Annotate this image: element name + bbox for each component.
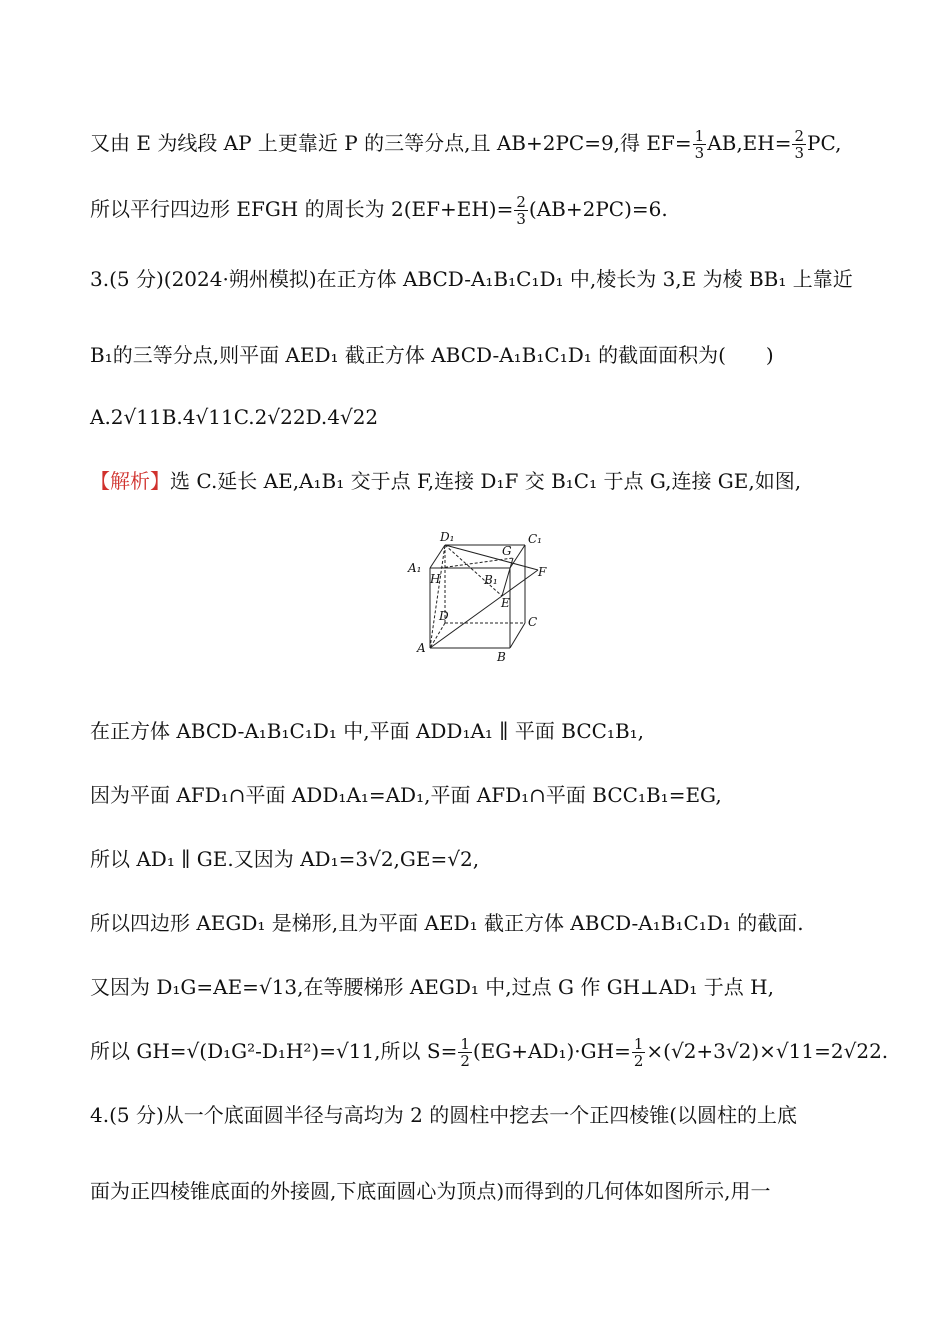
fraction [514,194,528,227]
solution-text: 选 C.延长 AE,A₁B₁ 交于点 F,连接 D₁F 交 B₁C₁ 于点 G,连接 GE,如图, [170,469,802,493]
solution-line-2: 因为平面 AFD₁∩平面 ADD₁A₁=AD₁,平面 AFD₁∩平面 BCC₁B₁=EG, [90,783,722,807]
label-F: F [538,565,547,579]
label-C1: C₁ [528,532,542,546]
label-A: A [417,641,426,655]
problem-3-line-2: B₁的三等分点,则平面 AED₁ 截正方体 ABCD-A₁B₁C₁D₁ 的截面面积为( ) [90,343,774,367]
label-B1: B₁ [484,573,498,587]
label-G: G [502,544,512,558]
label-A1: A₁ [408,561,422,575]
fraction [632,1036,646,1069]
fraction [458,1036,472,1069]
text-seg: 又由 E 为线段 AP 上更靠近 P 的三等分点,且 AB+2PC=9,得 EF= [90,131,692,155]
label-E: E [501,596,510,610]
text-seg: PC, [807,131,842,155]
text-seg: 所以 GH=√(D₁G²-D₁H²)=√11,所以 S= [90,1039,458,1063]
frac-num: 1 [460,1035,470,1053]
problem-3-line-1: 3.(5 分)(2024·朔州模拟)在正方体 ABCD-A₁B₁C₁D₁ 中,棱长为 3,E 为棱 BB₁ 上靠近 [90,267,853,291]
cube-figure [400,528,560,668]
solution-intro [90,466,870,496]
text-seg: (EG+AD₁)·GH= [472,1039,631,1063]
text-seg: 所以平行四边形 EFGH 的周长为 2(EF+EH)= [90,197,514,221]
label-H: H [430,572,441,586]
frac-num: 2 [794,127,805,145]
text-line-2 [90,194,870,227]
text-seg: (AB+2PC)=6. [528,197,668,221]
label-B: B [497,650,506,664]
text-seg: ×(√2+3√2)×√11=2√22. [646,1039,889,1063]
problem-4-line-1: 4.(5 分)从一个底面圆半径与高均为 2 的圆柱中挖去一个正四棱锥(以圆柱的上底 [90,1103,798,1127]
frac-den: 2 [460,1052,470,1070]
label-D1: D₁ [440,530,455,544]
problem-4-line-2: 面为正四棱锥底面的外接圆,下底面圆心为顶点)而得到的几何体如图所示,用一 [90,1179,771,1203]
problem-3-options: A.2√11B.4√11C.2√22D.4√22 [90,405,379,429]
frac-den: 3 [516,210,526,228]
cube-diagram [400,528,560,668]
frac-den: 3 [694,144,705,162]
fraction [792,128,806,161]
solution-tag: 【解析】 [90,469,170,493]
frac-num: 1 [633,1035,644,1053]
frac-num: 2 [516,193,526,211]
frac-den: 2 [633,1052,644,1070]
solution-line-1: 在正方体 ABCD-A₁B₁C₁D₁ 中,平面 ADD₁A₁ ∥ 平面 BCC₁B₁, [90,719,645,743]
frac-num: 1 [694,127,705,145]
text-seg: AB,EH= [707,131,792,155]
text-line-1 [90,128,870,161]
label-C: C [528,615,538,629]
frac-den: 3 [794,144,805,162]
solution-line-5: 又因为 D₁G=AE=√13,在等腰梯形 AEGD₁ 中,过点 G 作 GH⊥AD₁ 于点 H, [90,975,774,999]
label-D: D [439,609,449,623]
solution-line-6 [90,1035,889,1070]
solution-line-3: 所以 AD₁ ∥ GE.又因为 AD₁=3√2,GE=√2, [90,847,480,871]
fraction [693,128,707,161]
solution-line-4: 所以四边形 AEGD₁ 是梯形,且为平面 AED₁ 截正方体 ABCD-A₁B₁C₁D₁ 的截面. [90,911,804,935]
